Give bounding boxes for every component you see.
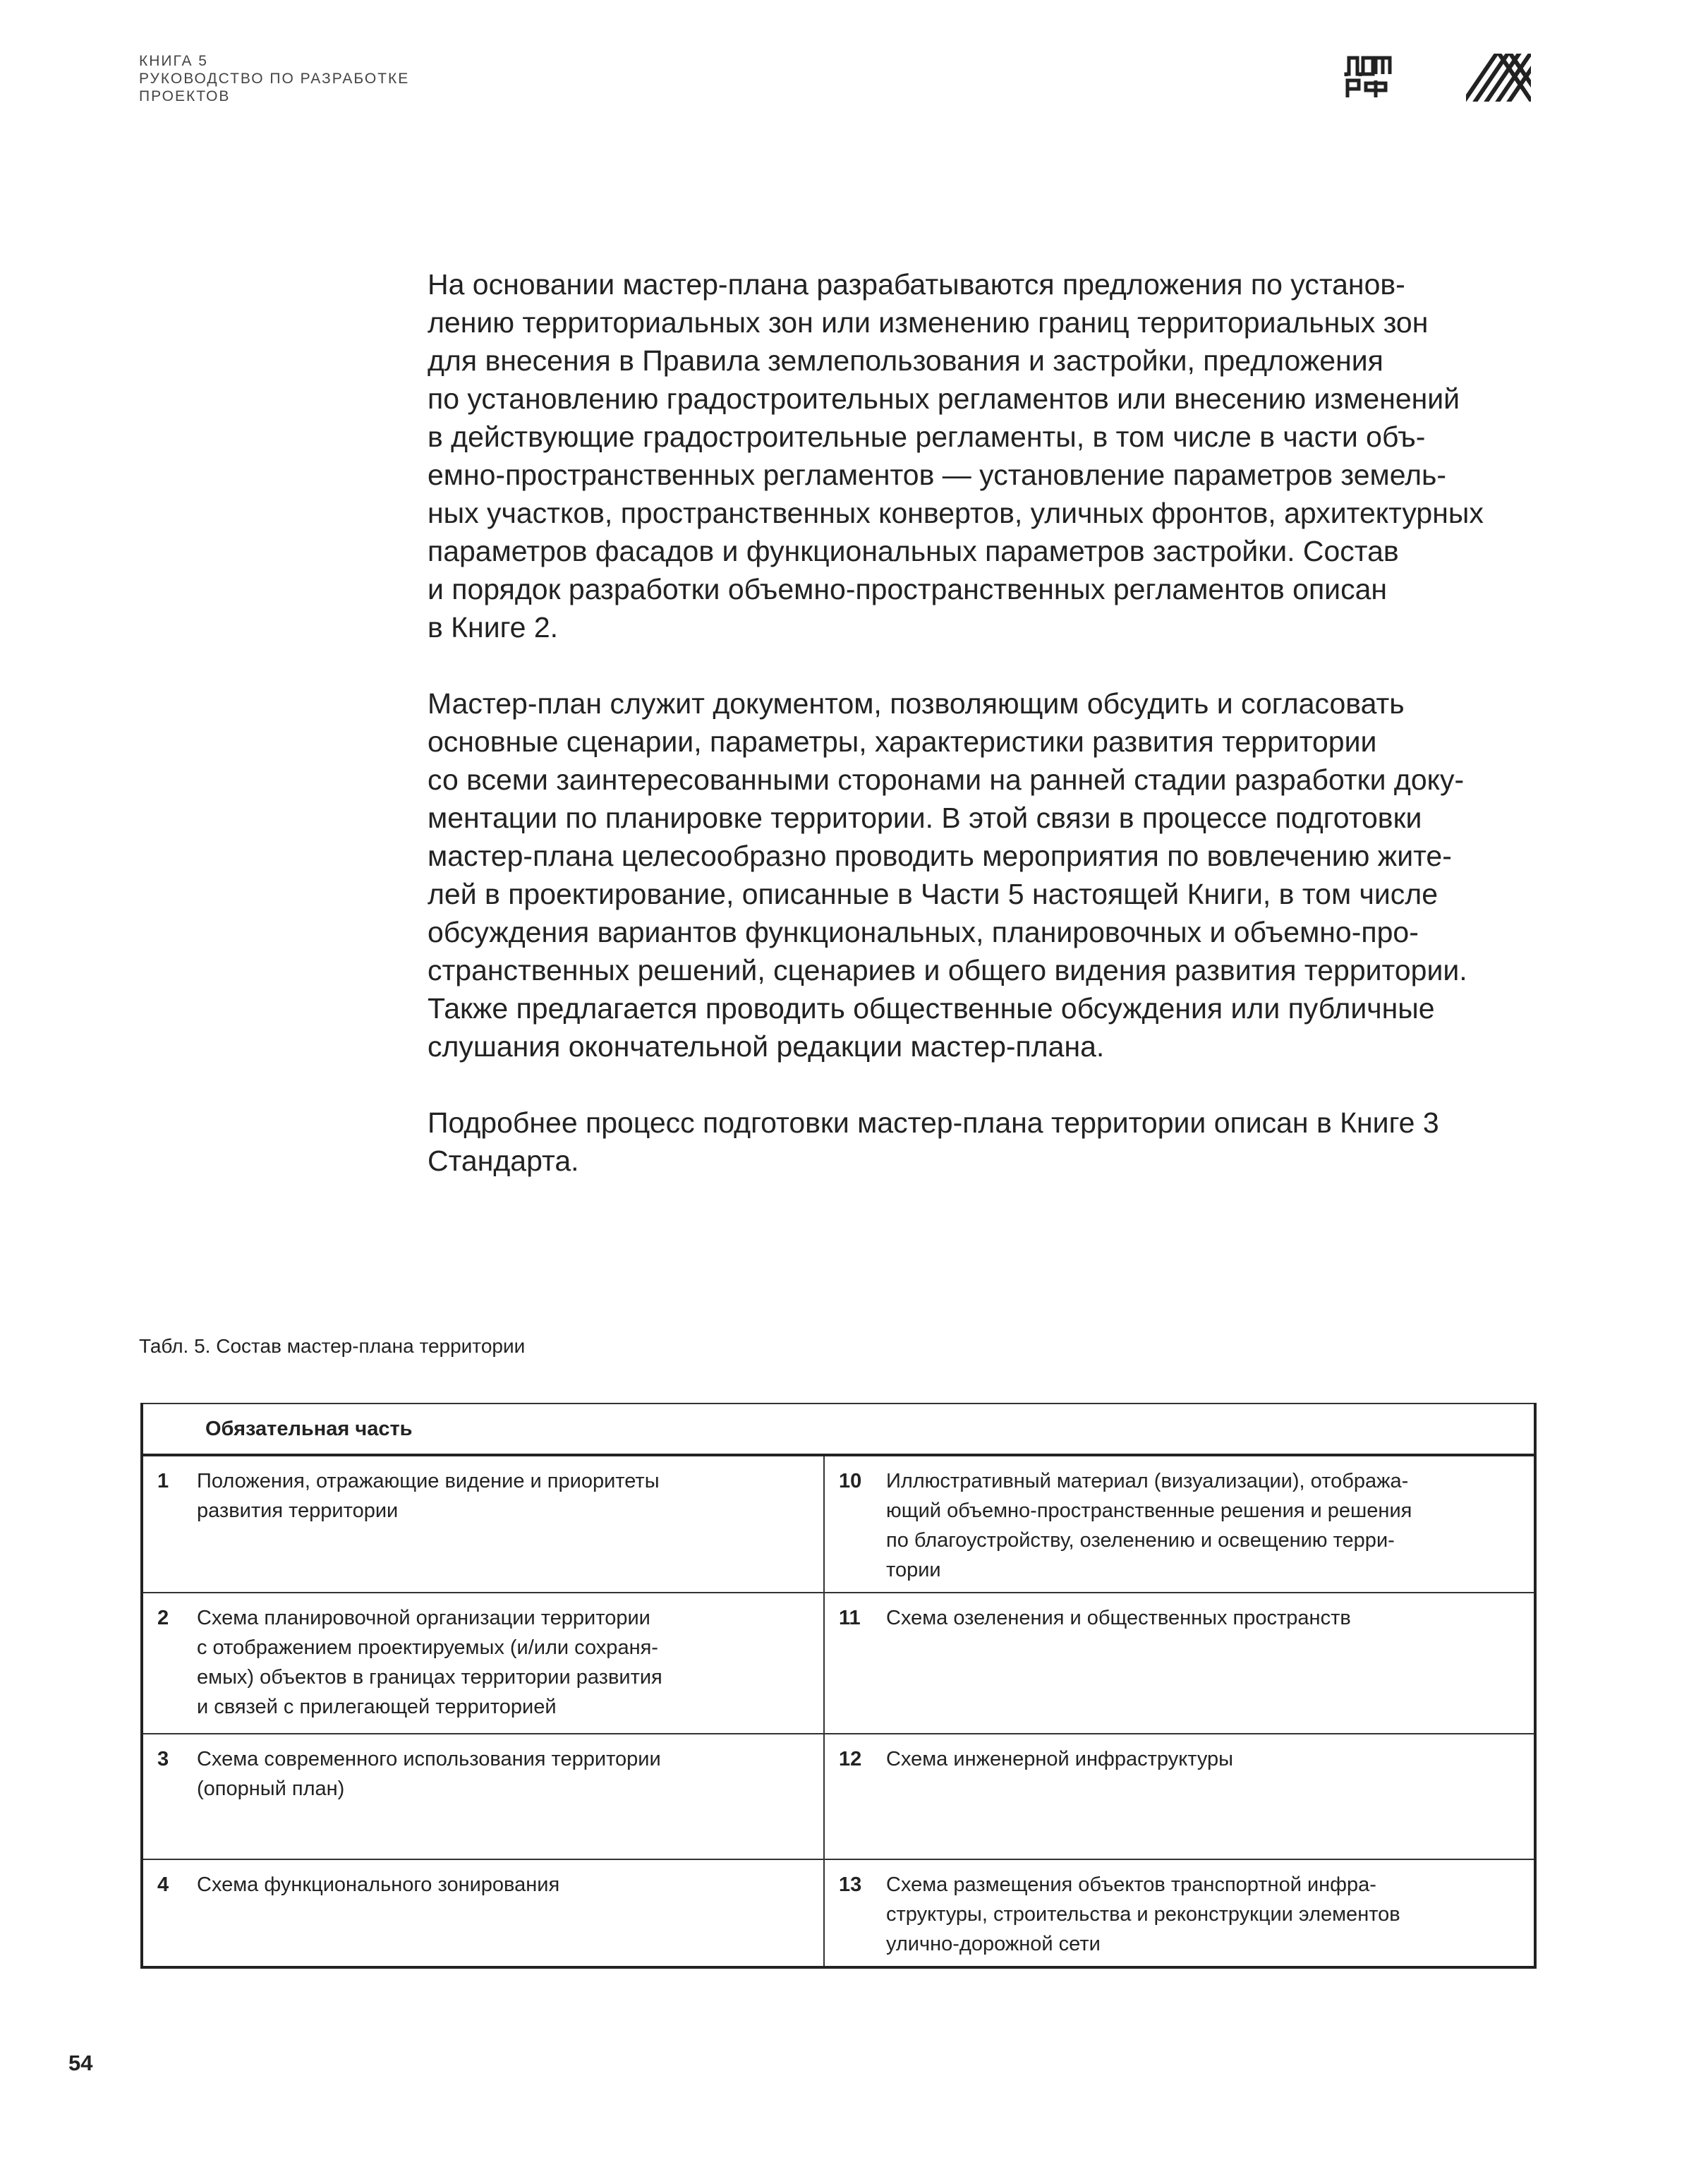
running-header [139, 52, 409, 105]
cell-line: емых) объектов в границах территории развития [197, 1666, 662, 1689]
item-number: 4 [142, 1859, 197, 1967]
table-row [142, 1734, 1535, 1859]
item-text [886, 1455, 1535, 1593]
item-number: 11 [824, 1593, 886, 1734]
text-line: мастер-плана целесообразно проводить мероприятия по вовлечению жите- [428, 840, 1452, 872]
text-line: со всеми заинтересованными сторонами на ранней стадии разработки доку- [428, 763, 1465, 796]
text-line: Мастер-план служит документом, позволяющим обсудить и согласовать [428, 687, 1405, 720]
cell-line: Схема озеленения и общественных пространств [886, 1607, 1351, 1629]
cell-line: структуры, строительства и реконструкции элементов [886, 1903, 1400, 1926]
item-text [197, 1859, 824, 1967]
text-line: и порядок разработки объемно-пространственных регламентов описан [428, 573, 1388, 605]
text-line: На основании мастер-плана разрабатываются предложения по установ- [428, 268, 1405, 301]
text-line: слушания окончательной редакции мастер-плана. [428, 1030, 1105, 1063]
item-number: 2 [142, 1593, 197, 1734]
header-line: ПРОЕКТОВ [139, 88, 231, 104]
cell-line: Иллюстративный материал (визуализации), отобража- [886, 1470, 1409, 1492]
text-line: Стандарта. [428, 1145, 579, 1177]
text-line: Также предлагается проводить общественные обсуждения или публичные [428, 992, 1435, 1025]
item-number: 1 [142, 1455, 197, 1593]
table-caption: Табл. 5. Состав мастер-плана территории [139, 1335, 526, 1357]
item-text [197, 1593, 824, 1734]
cell-line: ющий объемно-пространственные решения и решения [886, 1499, 1412, 1522]
paragraph-master-plan-discussion [428, 684, 1585, 1066]
cell-line: Положения, отражающие видение и приоритеты [197, 1470, 660, 1492]
stripes-emblem-icon [1466, 54, 1531, 102]
text-line: обсуждения вариантов функциональных, планировочных и объемно-про- [428, 916, 1419, 948]
text-line: параметров фасадов и функциональных параметров застройки. Состав [428, 535, 1399, 567]
item-text [197, 1734, 824, 1859]
cell-line: развития территории [197, 1499, 399, 1522]
text-line: ментации по планировке территории. В этой связи в процессе подготовки [428, 802, 1422, 834]
body-text [428, 265, 1585, 1218]
table-row [142, 1455, 1535, 1593]
item-text [886, 1859, 1535, 1967]
cell-line: улично-дорожной сети [886, 1933, 1101, 1955]
text-line: для внесения в Правила землепользования и застройки, предложения [428, 344, 1383, 377]
text-line: емно-пространственных регламентов — установление параметров земель- [428, 459, 1447, 491]
paragraph-book-reference [428, 1104, 1585, 1180]
text-line: по установлению градостроительных регламентов или внесению изменений [428, 382, 1460, 415]
text-line: в Книге 2. [428, 611, 559, 644]
cell-line: Схема размещения объектов транспортной инфра- [886, 1873, 1376, 1896]
section-title: Обязательная часть [142, 1404, 1535, 1455]
cell-line: Схема инженерной инфраструктуры [886, 1748, 1233, 1770]
header-line: РУКОВОДСТВО ПО РАЗРАБОТКЕ [139, 71, 410, 87]
item-text [886, 1734, 1535, 1859]
text-line: ных участков, пространственных конвертов, уличных фронтов, архитектурных [428, 497, 1484, 529]
text-line: лей в проектирование, описанные в Части 5 настоящей Книги, в том числе [428, 878, 1439, 910]
page-number: 54 [68, 2051, 93, 2075]
cell-line: Схема функционального зонирования [197, 1873, 560, 1896]
table-section-header [142, 1404, 1535, 1455]
master-plan-composition-table [140, 1403, 1537, 1969]
item-text [197, 1455, 824, 1593]
cell-line: и связей с прилегающей территорией [197, 1696, 557, 1718]
cell-line: (опорный план) [197, 1777, 345, 1800]
item-number: 3 [142, 1734, 197, 1859]
item-number: 13 [824, 1859, 886, 1967]
cell-line: тории [886, 1559, 941, 1581]
header-line: КНИГА 5 [139, 53, 208, 69]
item-number: 10 [824, 1455, 886, 1593]
table-row [142, 1593, 1535, 1734]
cell-line: с отображением проектируемых (и/или сохраня- [197, 1636, 658, 1659]
item-number: 12 [824, 1734, 886, 1859]
cell-line: Схема современного использования территории [197, 1748, 661, 1770]
paragraph-master-plan-zones [428, 265, 1585, 646]
item-text [886, 1593, 1535, 1734]
cell-line: по благоустройству, озеленению и освещению терри- [886, 1529, 1395, 1552]
text-line: Подробнее процесс подготовки мастер-плана территории описан в Книге 3 [428, 1106, 1439, 1139]
table-row [142, 1859, 1535, 1967]
text-line: лению территориальных зон или изменению границ территориальных зон [428, 306, 1429, 339]
text-line: основные сценарии, параметры, характеристики развития территории [428, 725, 1377, 758]
text-line: странственных решений, сценариев и общего видения развития территории. [428, 954, 1467, 986]
text-line: в действующие градостроительные регламенты, в том числе в части объ- [428, 421, 1426, 453]
dom-rf-logo [1343, 55, 1393, 100]
cell-line: Схема планировочной организации территории [197, 1607, 650, 1629]
